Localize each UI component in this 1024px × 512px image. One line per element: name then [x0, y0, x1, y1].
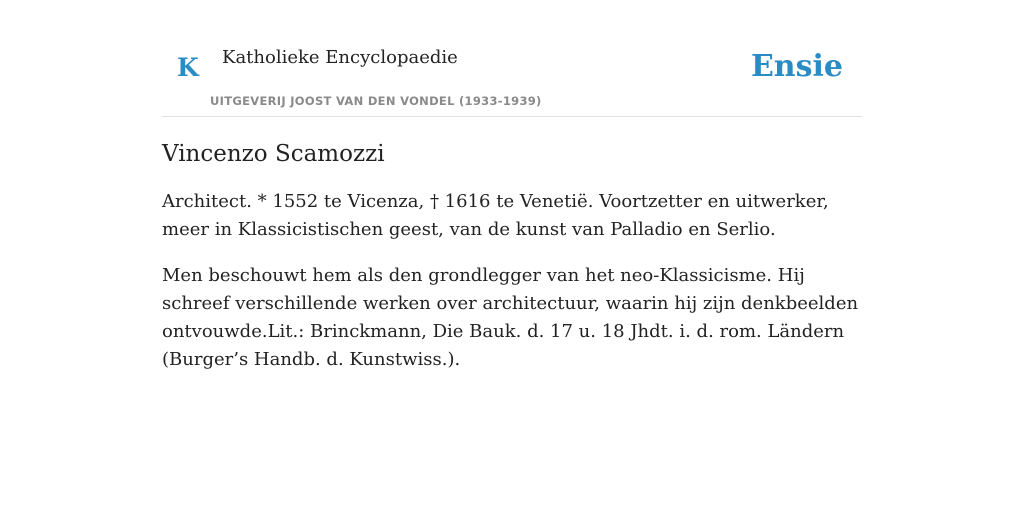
publisher-subtitle: UITGEVERIJ JOOST VAN DEN VONDEL (1933-1939)	[210, 94, 542, 108]
article	[162, 140, 862, 392]
site-header	[162, 0, 862, 117]
article-paragraph: Men beschouwt hem als den grondlegger van het neo-Klassicisme. Hij schreef verschillende werken over architectuur, waarin hij zijn denkbeelden ontvouwde.Lit.: Brinckmann, Die Bauk. d. 17 u. 18 Jhdt. i. d. rom. Ländern (Burger’s Handb. d. Kunstwiss.).	[162, 264, 859, 370]
site-logo[interactable]: K	[177, 53, 199, 82]
ensie-brand-logo[interactable]: Ensie	[750, 49, 843, 84]
site-title-link[interactable]: Katholieke Encyclopaedie	[222, 47, 458, 68]
article-paragraph: Architect. * 1552 te Vicenza, † 1616 te Venetië. Voortzetter en uitwerker, meer in Klassicistischen geest, van de kunst van Palladio en Serlio.	[162, 190, 829, 240]
article-title: Vincenzo Scamozzi	[162, 141, 385, 167]
